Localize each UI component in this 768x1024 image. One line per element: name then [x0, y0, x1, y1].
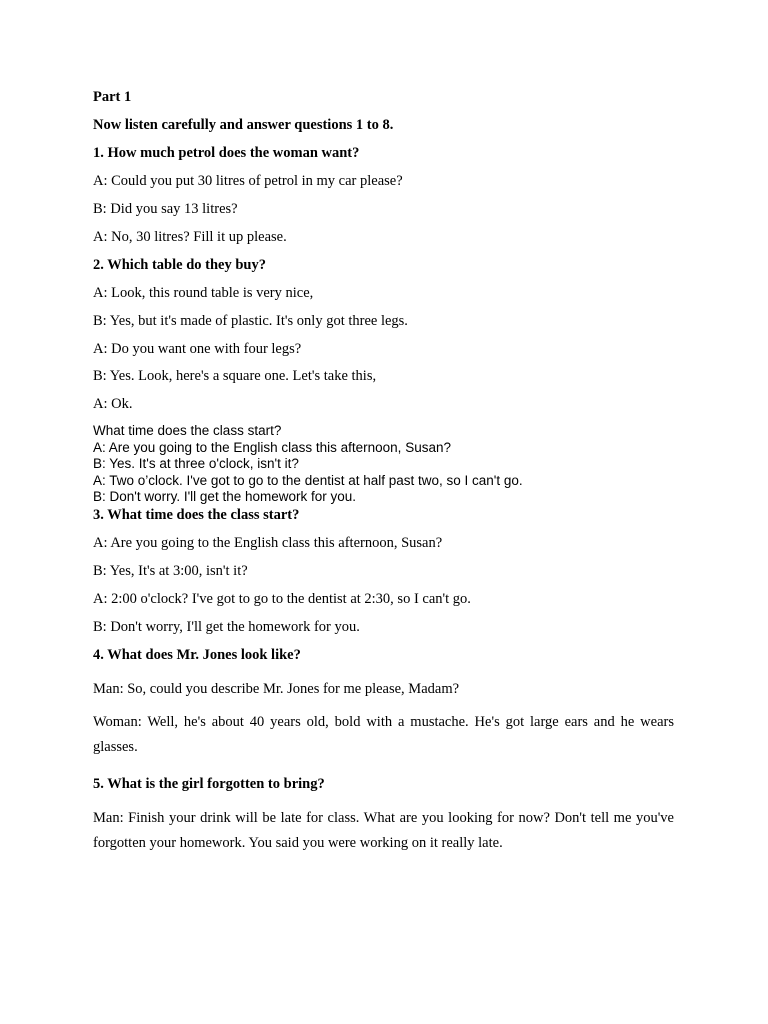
- dialogue-line: A: Do you want one with four legs?: [93, 341, 302, 357]
- dialogue-line: A: Could you put 30 litres of petrol in my car please?: [93, 173, 403, 189]
- dialogue-line: B: Yes. Look, here's a square one. Let's take this,: [93, 368, 377, 384]
- question-5: 5. What is the girl forgotten to bring?: [93, 776, 325, 792]
- dialogue-line: B: Did you say 13 litres?: [93, 201, 238, 217]
- draft-line: A: Are you going to the English class this afternoon, Susan?: [93, 440, 451, 455]
- dialogue-paragraph: Man: Finish your drink will be late for class. What are you looking for now? Don't tell me you've forgotten your homework. You said you were working on it really late.: [93, 810, 674, 851]
- dialogue-line: A: No, 30 litres? Fill it up please.: [93, 229, 287, 245]
- draft-line: B: Don't worry. I'll get the homework for you.: [93, 489, 357, 504]
- draft-line: B: Yes. It's at three o'clock, isn't it?: [93, 456, 299, 471]
- dialogue-line: B: Yes, but it's made of plastic. It's only got three legs.: [93, 313, 408, 329]
- draft-heading: What time does the class start?: [93, 423, 282, 438]
- dialogue-line: B: Don't worry, I'll get the homework for you.: [93, 619, 360, 635]
- dialogue-line: A: 2:00 o'clock? I've got to go to the dentist at 2:30, so I can't go.: [93, 591, 471, 607]
- dialogue-line: A: Ok.: [93, 396, 133, 412]
- dialogue-line: A: Are you going to the English class this afternoon, Susan?: [93, 535, 443, 551]
- question-2: 2. Which table do they buy?: [93, 257, 266, 273]
- dialogue-paragraph: Woman: Well, he's about 40 years old, bold with a mustache. He's got large ears and he wears glasses.: [93, 714, 674, 755]
- question-4: 4. What does Mr. Jones look like?: [93, 647, 301, 663]
- instructions: Now listen carefully and answer questions 1 to 8.: [93, 117, 394, 133]
- draft-line: A: Two o’clock. I've got to go to the dentist at half past two, so I can't go.: [93, 473, 523, 488]
- dialogue-line: B: Yes, It's at 3:00, isn't it?: [93, 563, 248, 579]
- dialogue-line: A: Look, this round table is very nice,: [93, 285, 314, 301]
- dialogue-line: Man: So, could you describe Mr. Jones for me please, Madam?: [93, 681, 460, 697]
- question-1: 1. How much petrol does the woman want?: [93, 145, 360, 161]
- part-title: Part 1: [93, 89, 132, 105]
- question-3: 3. What time does the class start?: [93, 507, 300, 523]
